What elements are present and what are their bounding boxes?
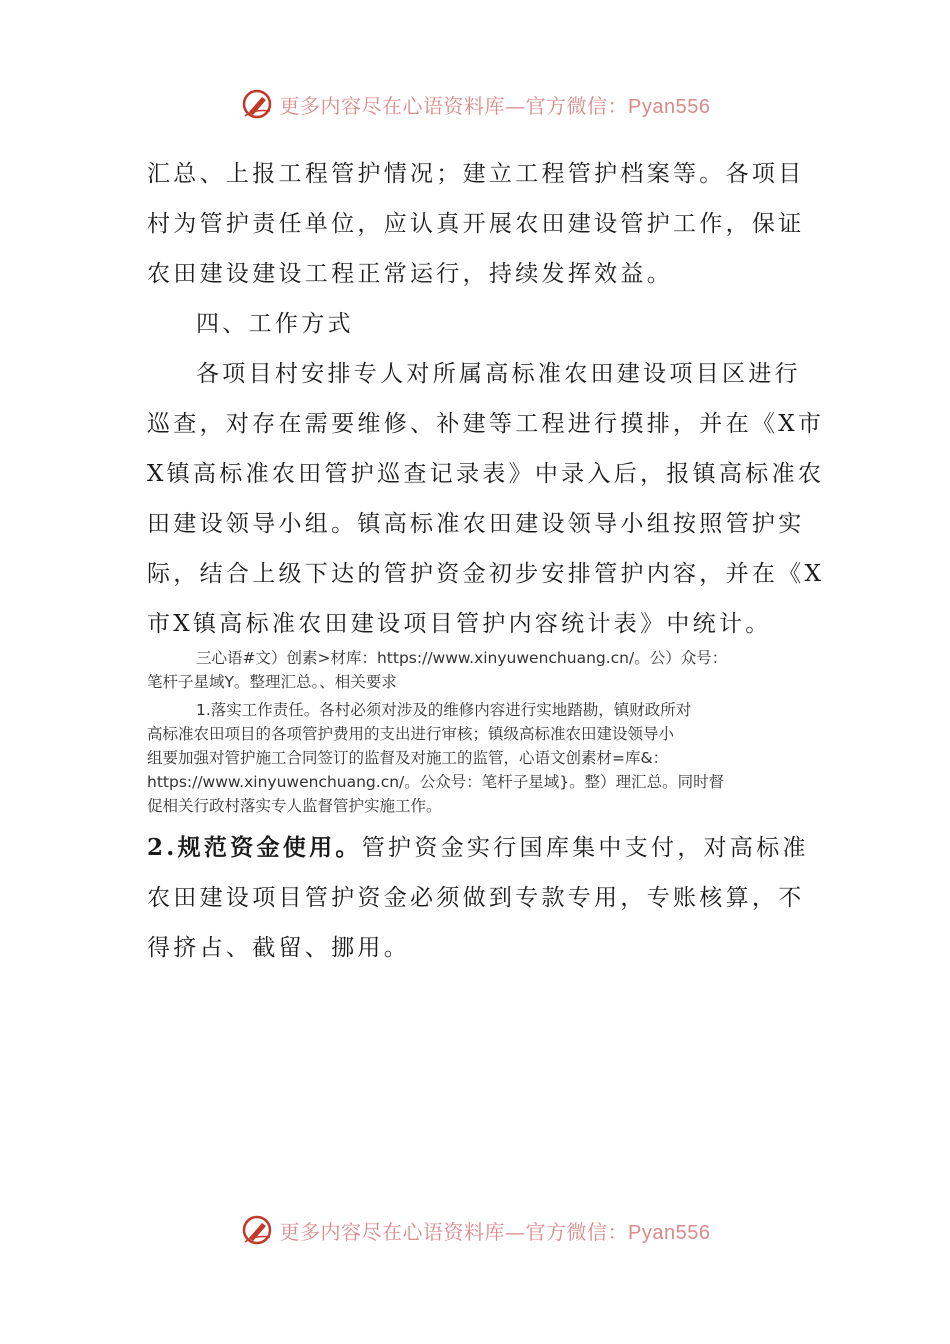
- paragraph-line: 农田建设建设工程正常运行，持续发挥效益。: [147, 261, 673, 287]
- pen-nib-logo-icon: [240, 1213, 274, 1247]
- small-text-line: 笔杆子星域Y。整理汇总。、相关要求: [147, 673, 397, 691]
- paragraph-line: [147, 829, 807, 862]
- footer-banner: [0, 1210, 950, 1250]
- banner-account: Pyan556: [628, 95, 711, 118]
- small-text-line: 高标准农田项目的各项管护费用的支出进行审核；镇级高标准农田建设领导小: [147, 725, 675, 743]
- paragraph-line: 汇总、上报工程管护情况；建立工程管护档案等。各项目: [147, 161, 805, 187]
- header-banner: [0, 84, 950, 124]
- paragraph-line: 村为管护责任单位，应认真开展农田建设管护工作，保证: [147, 211, 805, 237]
- banner-text: 更多内容尽在心语资料库—官方微信：Pyan556: [279, 1219, 711, 1244]
- paragraph-line: 际，结合上级下达的管护资金初步安排管护内容，并在《X: [147, 561, 825, 587]
- paragraph-line: 市X镇高标准农田建设项目管护内容统计表》中统计。: [147, 611, 772, 637]
- paragraph-rest: 管护资金实行国库集中支付，对高标准: [361, 835, 809, 861]
- small-text-line: https://www.xinyuwenchuang.cn/。公众号：笔杆子星域}。整）理汇总。同时督: [147, 773, 725, 791]
- paragraph-line: 各项目村安排专人对所属高标准农田建设项目区进行: [196, 361, 801, 387]
- banner-account: Pyan556: [628, 1221, 711, 1244]
- paragraph-line: 田建设领导小组。镇高标准农田建设领导小组按照管护实: [147, 511, 805, 537]
- small-text-line: 三心语#文）创素>材库：https://www.xinyuwenchuang.cn/。公）众号：: [196, 649, 728, 667]
- pen-nib-logo-icon: [240, 87, 274, 121]
- paragraph-line: 农田建设项目管护资金必须做到专款专用，专账核算，不: [147, 885, 805, 911]
- paragraph-line: 得挤占、截留、挪用。: [147, 935, 410, 961]
- paragraph-line: 巡查，对存在需要维修、补建等工程进行摸排，并在《X市: [147, 411, 825, 437]
- bold-lead: 2.规范资金使用。: [147, 834, 362, 861]
- banner-text: 更多内容尽在心语资料库—官方微信：Pyan556: [279, 93, 711, 118]
- small-text-line: 组要加强对管护施工合同签订的监督及对施工的监管，心语文创素材=库&：: [147, 749, 669, 767]
- small-text-line: 1.落实工作责任。各村必须对涉及的维修内容进行实地踏勘，镇财政所对: [196, 701, 692, 719]
- paragraph-line: X镇高标准农田管护巡查记录表》中录入后，报镇高标准农: [147, 461, 825, 487]
- small-text-line: 促相关行政村落实专人监督管护实施工作。: [147, 797, 442, 815]
- section-heading: 四、工作方式: [196, 311, 354, 337]
